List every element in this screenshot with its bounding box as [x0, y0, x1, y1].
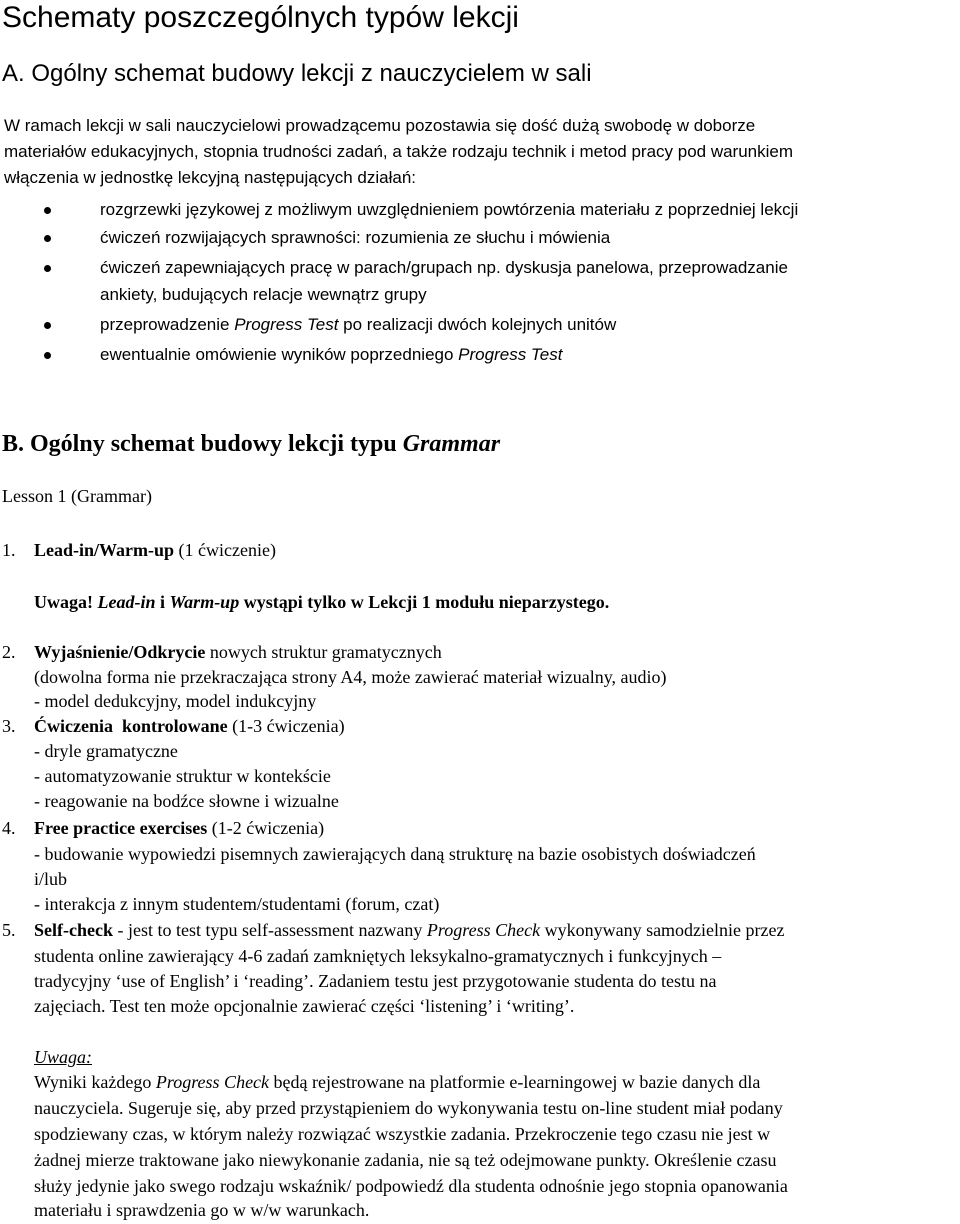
- bullet-icon: [44, 352, 51, 359]
- section-b-heading-text: B. Ogólny schemat budowy lekcji typu: [2, 431, 403, 457]
- bullet-item-pairwork-line-1: ćwiczeń zapewniających pracę w parach/grupach np. dyskusja panelowa, przeprowadzanie: [100, 258, 788, 277]
- final-line-4: żadnej mierze traktowane jako niewykonanie zadania, nie są też odejmowane punkty. Określenie czasu: [34, 1150, 777, 1170]
- progress-check-term: Progress Check: [426, 920, 541, 940]
- bullet-icon: [44, 265, 51, 272]
- item-4-line-2: - budowanie wypowiedzi pisemnych zawierających daną strukturę na bazie osobistych doświadczeń: [34, 844, 756, 864]
- bullet-icon: [44, 207, 51, 214]
- bullet-item-skills: ćwiczeń rozwijających sprawności: rozumienia ze słuchu i mówienia: [100, 228, 611, 247]
- section-a-heading: A. Ogólny schemat budowy lekcji z nauczycielem w sali: [2, 60, 592, 87]
- section-b-heading: [2, 430, 500, 458]
- final-text: Wyniki każdego: [34, 1072, 156, 1092]
- note: [34, 590, 609, 614]
- item-1-text: [34, 538, 276, 562]
- section-a-intro-line-3: włączenia w jednostkę lekcyjną następujących działań:: [4, 168, 417, 187]
- section-a-intro-line-1: W ramach lekcji w sali nauczycielowi prowadzącemu pozostawia się dość dużą swobodę w doborze: [4, 116, 756, 135]
- bullet-icon: [44, 322, 51, 329]
- final-line-6: materiału i sprawdzenia go w w/w warunkach.: [34, 1200, 370, 1220]
- item-number: 1.: [2, 540, 16, 560]
- bullet-text: przeprowadzenie: [100, 315, 235, 334]
- final-text: będą rejestrowane na platformie e-learningowej w bazie danych dla: [269, 1072, 761, 1092]
- item-2-line-1: [34, 640, 442, 664]
- note-text: i: [155, 592, 170, 612]
- item-detail: (1 ćwiczenie): [174, 540, 276, 560]
- bullet-icon: [44, 235, 51, 242]
- second-note-label: Uwaga:: [34, 1047, 92, 1067]
- final-line-2: nauczyciela. Sugeruje się, aby przed przystąpieniem do wykonywania testu on-line student miał podany: [34, 1098, 783, 1118]
- item-title: Free practice exercises: [34, 818, 208, 838]
- item-3-line-2: - dryle gramatyczne: [34, 741, 178, 761]
- page-title: Schematy poszczególnych typów lekcji: [2, 1, 519, 34]
- progress-test-term: Progress Test: [234, 315, 339, 334]
- item-4-line-3: i/lub: [34, 869, 68, 889]
- item-3-line-4: - reagowanie na bodźce słowne i wizualne: [34, 791, 339, 811]
- item-detail: nowych struktur gramatycznych: [205, 642, 442, 662]
- bullet-item-pairwork-line-2: ankiety, budujących relacje wewnątrz grupy: [100, 285, 427, 304]
- item-5-line-2: studenta online zawierający 4-6 zadań zamkniętych leksykalno-gramatycznych i funkcyjnych –: [34, 946, 722, 966]
- item-2-line-2: (dowolna forma nie przekraczająca strony A4, może zawierać materiał wizualny, audio): [34, 667, 667, 687]
- item-5-line-3: tradycyjny ‘use of English’ i ‘reading’. Zadaniem testu jest przygotowanie studenta do testu na: [34, 971, 717, 991]
- note-label: Uwaga!: [34, 592, 93, 612]
- item-detail: - jest to test typu self-assessment nazwany: [112, 920, 427, 940]
- lesson-label: Lesson 1 (Grammar): [2, 486, 152, 506]
- item-2-line-3: - model dedukcyjny, model indukcyjny: [34, 691, 317, 711]
- item-number: 5.: [2, 920, 16, 940]
- item-number: 4.: [2, 818, 16, 838]
- progress-test-term: Progress Test: [458, 345, 563, 364]
- bullet-item-results-review: [100, 343, 562, 367]
- item-3-line-3: - automatyzowanie struktur w kontekście: [34, 766, 331, 786]
- bullet-text: ewentualnie omówienie wyników poprzedniego: [100, 345, 459, 364]
- item-number: 2.: [2, 642, 16, 662]
- item-number: 3.: [2, 716, 16, 736]
- item-5-line-1: [34, 918, 785, 942]
- section-b-heading-term: Grammar: [402, 431, 501, 457]
- item-1: [2, 538, 16, 562]
- item-5-line-4: zajęciach. Test ten może opcjonalnie zawierać części ‘listening’ i ‘writing’.: [34, 996, 575, 1016]
- final-line-3: spodziewany czas, w którym należy rozwiązać wszystkie zadania. Przekroczenie tego czasu nie jest w: [34, 1124, 771, 1144]
- item-title: Wyjaśnienie/Odkrycie: [34, 642, 206, 662]
- item-4-line-4: - interakcja z innym studentem/studentami (forum, czat): [34, 894, 440, 914]
- note-text: wystąpi tylko w Lekcji 1 modułu nieparzystego.: [239, 592, 610, 612]
- bullet-text: po realizacji dwóch kolejnych unitów: [338, 315, 617, 334]
- item-detail: (1-3 ćwiczenia): [227, 716, 345, 736]
- bullet-item-progress-test: [100, 313, 616, 337]
- section-a-intro-line-2: materiałów edukacyjnych, stopnia trudności zadań, a także rodzaju technik i metod pracy pod warunkiem: [4, 142, 794, 161]
- item-title: Self-check: [34, 920, 113, 940]
- note-term-leadin: Lead-in: [97, 592, 156, 612]
- item-3-line-1: [34, 714, 345, 738]
- final-line-1: [34, 1070, 760, 1094]
- progress-check-term: Progress Check: [155, 1072, 270, 1092]
- final-line-5: służy jedynie jako swego rodzaju wskaźnik/ podpowiedź dla studenta odnośnie jego stopnia opanowania: [34, 1176, 788, 1196]
- item-title: Lead-in/Warm-up: [34, 540, 175, 560]
- bullet-item-warmup: rozgrzewki językowej z możliwym uwzględnieniem powtórzenia materiału z poprzedniej lekcji: [100, 200, 799, 219]
- item-detail: (1-2 ćwiczenia): [207, 818, 325, 838]
- item-4-line-1: [34, 816, 324, 840]
- note-term-warmup: Warm-up: [169, 592, 240, 612]
- item-title: Ćwiczenia kontrolowane: [34, 716, 228, 736]
- item-detail: wykonywany samodzielnie przez: [540, 920, 785, 940]
